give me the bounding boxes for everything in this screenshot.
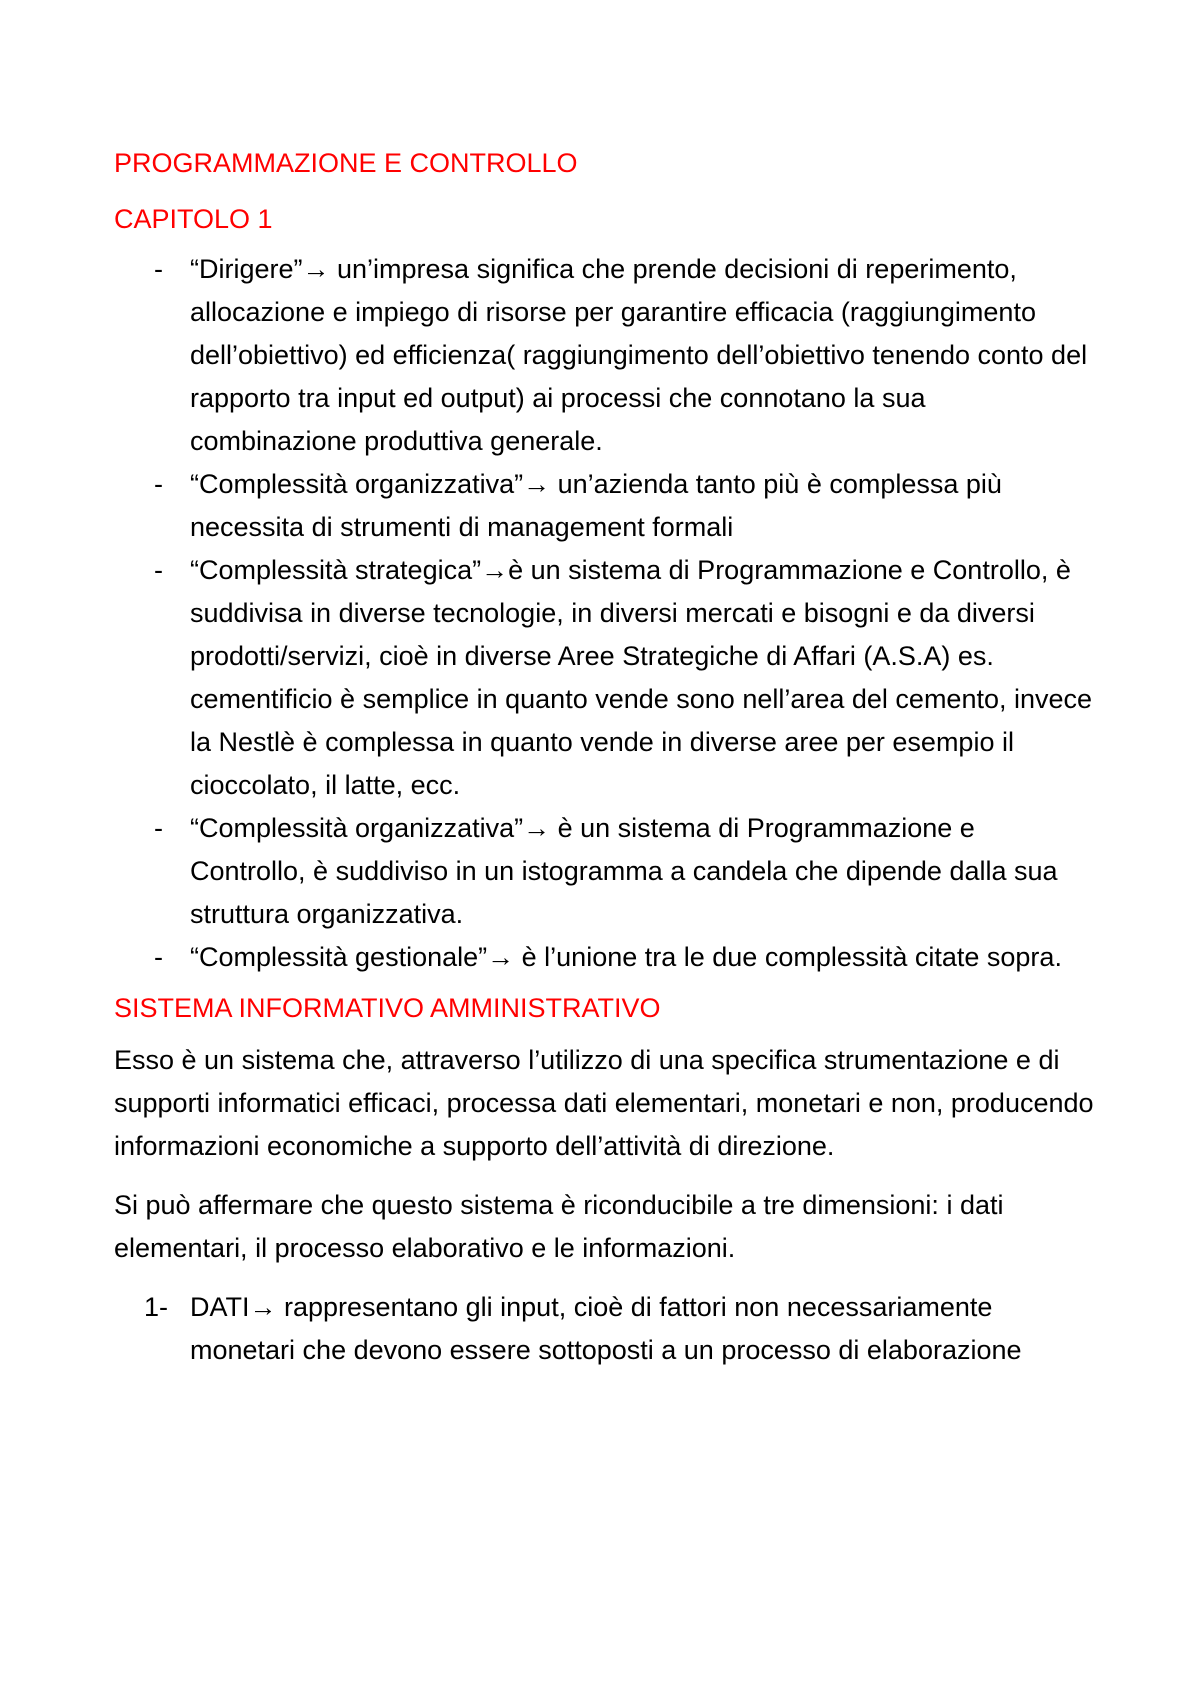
- paragraph: Esso è un sistema che, attraverso l’utilizzo di una specifica strumentazione e di supporti informatici efficaci, processa dati elementari, monetari e non, producendo informazioni economiche a supporto dell’attività di direzione.: [114, 1045, 1094, 1161]
- numbered-item: [114, 1286, 1094, 1372]
- item-term: “Complessità gestionale”: [190, 942, 488, 972]
- list-item: [114, 248, 1094, 463]
- dash-bullet: -: [154, 555, 163, 585]
- item-text: un’impresa significa che prende decisioni di reperimento, allocazione e impiego di risorse per garantire efficacia (raggiungimento dell’obiettivo) ed efficienza( raggiungimento dell’obiettivo tenendo conto del rapporto tra input ed output) ai processi che connotano la sua combinazione produttiva generale.: [190, 254, 1088, 456]
- dash-bullet: -: [154, 254, 163, 284]
- dash-bullet: -: [154, 942, 163, 972]
- arrow-right-icon: →: [302, 254, 330, 284]
- list-item: [114, 549, 1094, 807]
- document-title: PROGRAMMAZIONE E CONTROLLO: [114, 148, 578, 178]
- item-text: è un sistema di Programmazione e Controllo, è suddiviso in un istogramma a candela che dipende dalla sua struttura organizzativa.: [190, 813, 1058, 929]
- arrow-right-icon: →: [487, 942, 515, 972]
- list-item: [114, 807, 1094, 936]
- definitions-list: [114, 248, 1094, 979]
- item-term: “Dirigere”: [190, 254, 303, 284]
- item-text: è un sistema di Programmazione e Controllo, è suddivisa in diverse tecnologie, in diversi mercati e bisogni e da diversi prodotti/servizi, cioè in diverse Aree Strategiche di Affari (A.S.A) es. cementificio è semplice in quanto vende sono nell’area del cemento, invece la Nestlè è complessa in quanto vende in diverse aree per esempio il cioccolato, il latte, ecc.: [190, 555, 1093, 800]
- numbered-list: [114, 1286, 1094, 1372]
- arrow-right-icon: →: [523, 469, 551, 499]
- dash-bullet: -: [154, 813, 163, 843]
- item-text: un’azienda tanto più è complessa più necessita di strumenti di management formali: [190, 469, 1002, 542]
- arrow-right-icon: →: [523, 813, 551, 843]
- dash-bullet: -: [154, 469, 163, 499]
- item-term: DATI: [190, 1292, 250, 1322]
- document-content: [114, 142, 1094, 1372]
- list-item: [114, 463, 1094, 549]
- section-heading: SISTEMA INFORMATIVO AMMINISTRATIVO: [114, 993, 661, 1023]
- item-number: 1-: [144, 1292, 169, 1322]
- item-text: è l’unione tra le due complessità citate sopra.: [514, 942, 1062, 972]
- arrow-right-icon: →: [481, 555, 509, 585]
- item-term: “Complessità organizzativa”: [190, 813, 524, 843]
- item-term: “Complessità organizzativa”: [190, 469, 524, 499]
- arrow-right-icon: →: [249, 1292, 277, 1322]
- chapter-heading: CAPITOLO 1: [114, 204, 273, 234]
- item-term: “Complessità strategica”: [190, 555, 482, 585]
- paragraph: Si può affermare che questo sistema è riconducibile a tre dimensioni: i dati elementari, il processo elaborativo e le informazioni.: [114, 1190, 1004, 1263]
- list-item: [114, 936, 1094, 979]
- item-text: rappresentano gli input, cioè di fattori non necessariamente monetari che devono essere sottoposti a un processo di elaborazione: [190, 1292, 1022, 1365]
